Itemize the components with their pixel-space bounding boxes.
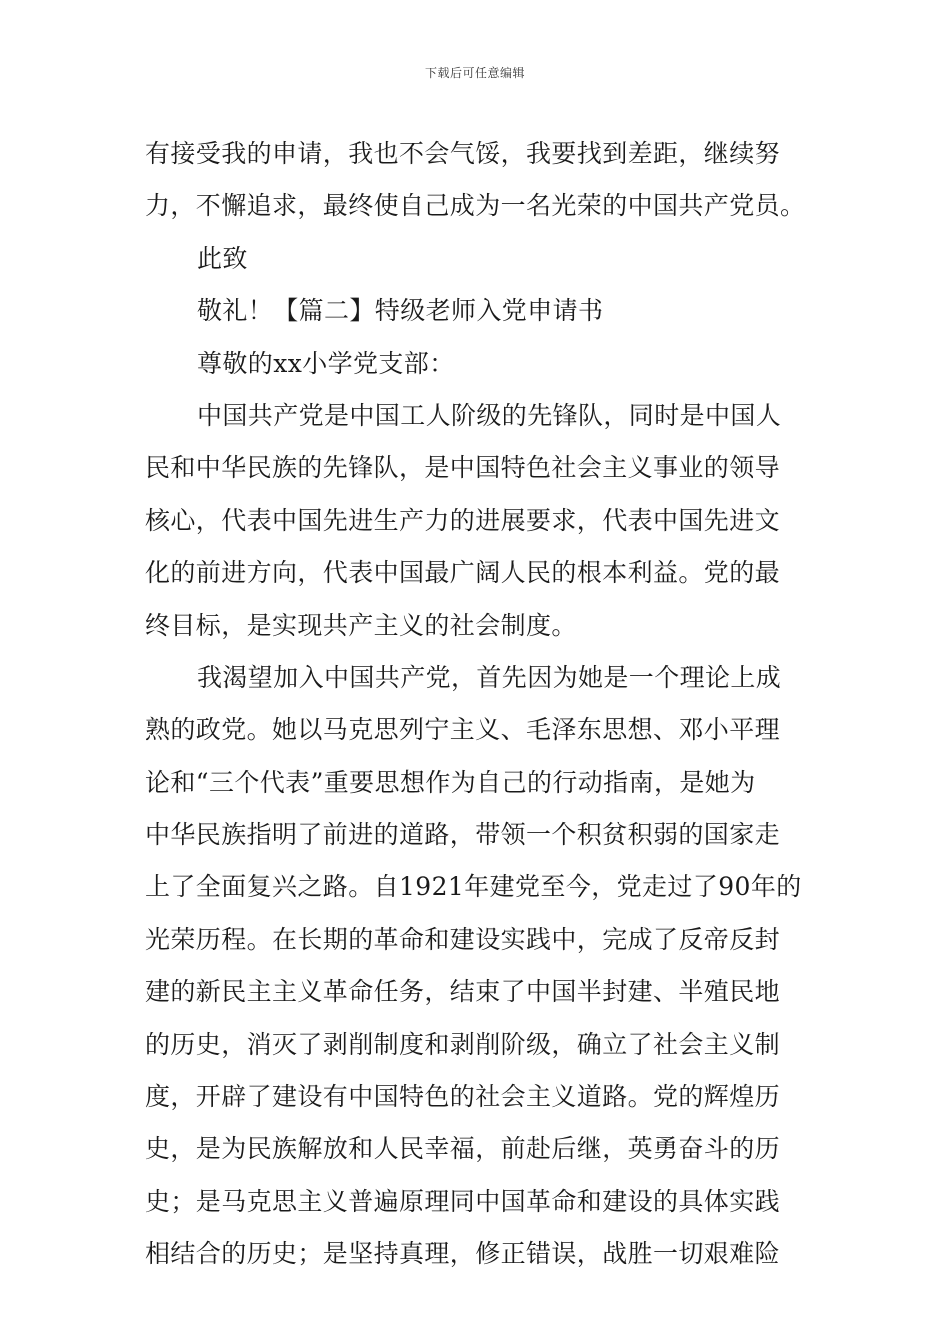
text-line: 力，不懈追求，最终使自己成为一名光荣的中国共产党员。 <box>145 191 806 221</box>
text-line: 论和“三个代表”重要思想作为自己的行动指南，是她为 <box>145 767 756 797</box>
text-line: 度，开辟了建设有中国特色的社会主义道路。党的辉煌历 <box>145 1082 781 1112</box>
text-line: 建的新民主主义革命任务，结束了中国半封建、半殖民地 <box>145 977 781 1007</box>
addressee-line: 尊敬的xx小学党支部： <box>197 348 455 378</box>
text-line: 的历史，消灭了剥削制度和剥削阶级，确立了社会主义制 <box>145 1029 781 1059</box>
text-line: 相结合的历史；是坚持真理，修正错误，战胜一切艰难险 <box>145 1239 781 1269</box>
text-line: 光荣历程。在长期的革命和建设实践中，完成了反帝反封 <box>145 924 781 954</box>
text-line: 民和中华民族的先锋队，是中国特色社会主义事业的领导 <box>145 453 781 483</box>
text-line: 有接受我的申请，我也不会气馁，我要找到差距，继续努 <box>145 139 781 168</box>
document-body <box>145 128 810 1281</box>
text-line: 史；是马克思主义普遍原理同中国革命和建设的具体实践 <box>145 1186 781 1216</box>
salutation-line: 此致 <box>197 243 248 273</box>
section-title-line: 敬礼！【篇二】特级老师入党申请书 <box>197 296 604 326</box>
text-line: 中国共产党是中国工人阶级的先锋队，同时是中国人 <box>197 400 782 430</box>
text-line: 化的前进方向，代表中国最广阔人民的根本利益。党的最 <box>145 558 781 588</box>
text-line: 史，是为民族解放和人民幸福，前赴后继，英勇奋斗的历 <box>145 1134 781 1164</box>
text-line: 终目标，是实现共产主义的社会制度。 <box>145 610 577 640</box>
text-line: 上了全面复兴之路。自1921年建党至今，党走过了90年的 <box>145 872 802 902</box>
text-line: 我渴望加入中国共产党，首先因为她是一个理论上成 <box>197 662 782 692</box>
text-line: 核心，代表中国先进生产力的进展要求，代表中国先进文 <box>145 505 781 535</box>
text-line: 熟的政党。她以马克思列宁主义、毛泽东思想、邓小平理 <box>145 715 781 745</box>
page-header: 下载后可任意编辑 <box>424 66 525 80</box>
text-line: 中华民族指明了前进的道路，带领一个积贫积弱的国家走 <box>145 820 781 850</box>
